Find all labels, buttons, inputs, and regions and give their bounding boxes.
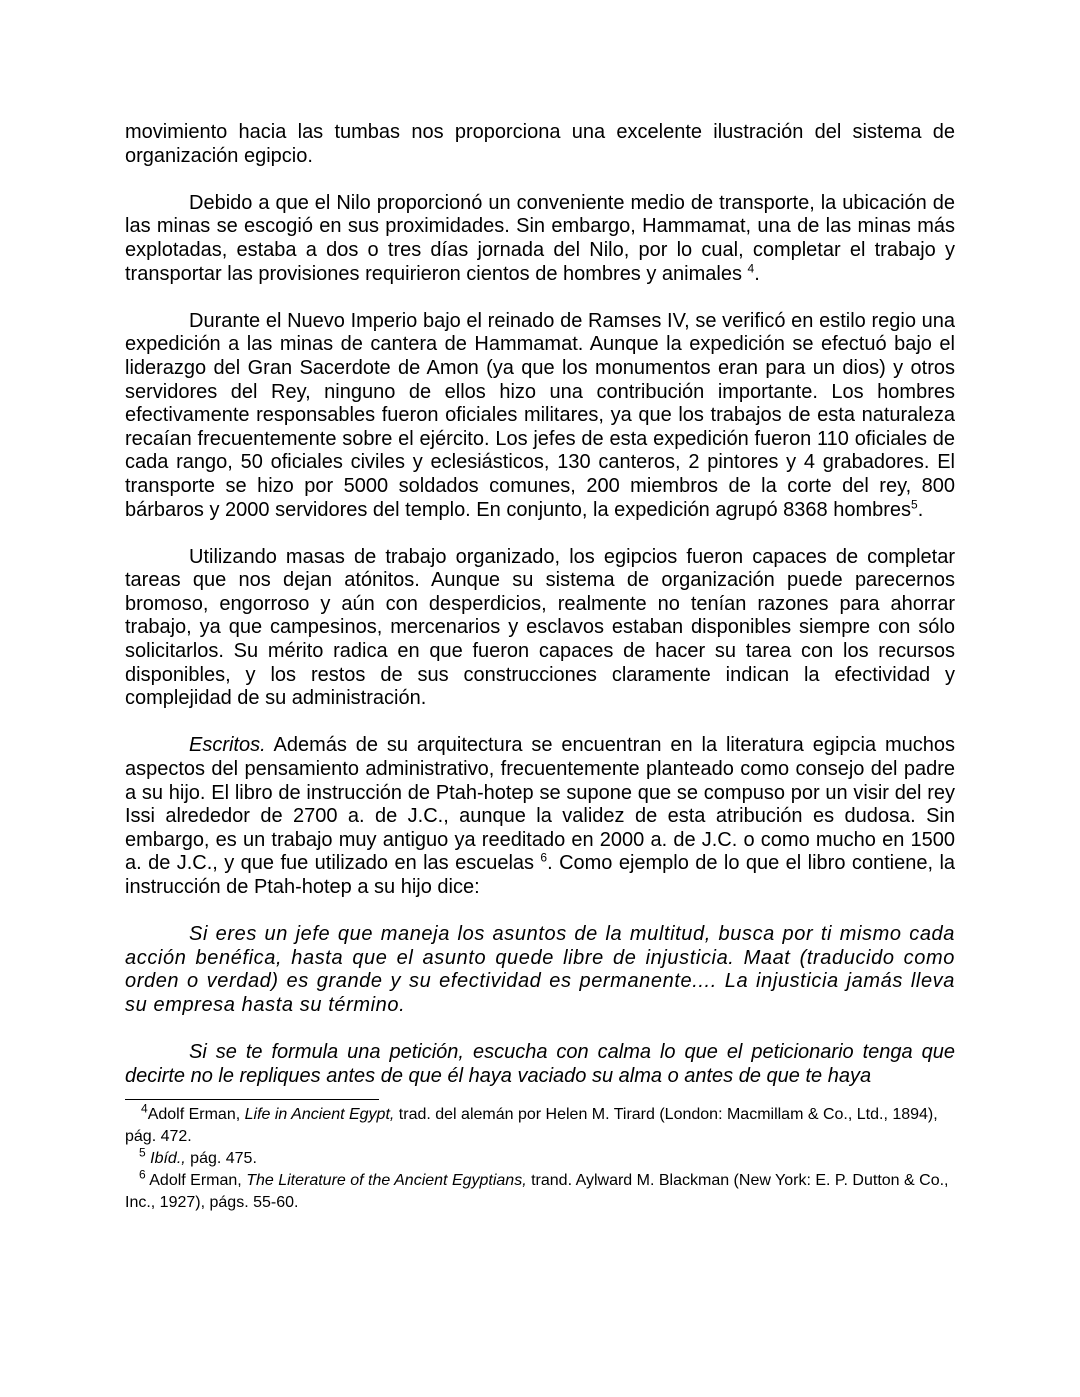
section-lead: Escritos. <box>189 734 266 757</box>
footnotes <box>125 1104 955 1214</box>
paragraph-4: Utilizando masas de trabajo organizado, los egipcios fueron capaces de completar tareas que nos dejan atónitos. Aunque su sistema de organización puede parecernos bromoso, engorroso y aún con desperdicios, realmente no tenían razones para ahorrar trabajo, ya que campesinos, mercenarios y esclavos estaban disponibles siempre con sólo solicitarlos. Su mérito radica en que fueron capaces de hacer su tarea con los recursos disponibles, y los restos de sus construcciones claramente indican la efectividad y complejidad de su administración. <box>125 545 955 710</box>
footnote-5: $^5$ Ibíd., pág. 475. <box>139 1146 257 1168</box>
paragraph-1: movimiento hacia las tumbas nos proporciona una excelente ilustración del sistema de organización egipcio. <box>125 121 955 167</box>
quote-2: Si se te formula una petición, escucha con calma lo que el peticionario tenga que decirte no le repliques antes de que él haya vaciado su alma o antes de que te haya <box>125 1041 955 1087</box>
footnote-ref-5[interactable]: 5 <box>911 496 918 511</box>
footnote-4: $^4$Adolf Erman, Life in Ancient Egypt, trad. del alemán por Helen M. Tirard (London: Macmillam & Co., Ltd., 1894), pág. 472. <box>125 1102 938 1146</box>
paragraph-5: Escritos. Además de su arquitectura se encuentran en la literatura egipcia muchos aspectos del pensamiento administrativo, frecuentemente planteado como consejo del padre a su hijo. El libro de instrucción de Ptah-hotep se supone que se compuso por un visir del rey Issi alrededor de 2700 a. de J.C., aunque la validez de esta atribución es dudosa. Sin embargo, es un trabajo muy antiguo ya reeditado en 2000 a. de J.C. o como mucho en 1500 a. de J.C., y que fue utilizado en las escuelas $^6$. Como ejemplo de lo que el libro contiene, la instrucción de Ptah-hotep a su hijo dice: <box>125 734 956 898</box>
footnote-ref-4[interactable]: 4 <box>747 260 755 275</box>
footnote-6: $^6$ Adolf Erman, The Literature of the Ancient Egyptians, trand. Aylward M. Blackman (New York: E. P. Dutton & Co., Inc., 1927), págs. 55-60. <box>125 1168 949 1212</box>
paragraph-2: Debido a que el Nilo proporcionó un conveniente medio de transporte, la ubicación de las minas se escogió en sus proximidades. Sin embargo, Hammamat, una de las minas más explotadas, estaba a dos o tres días jornada del Nilo, por lo cual, completar el trabajo y transportar las provisiones requirieron cientos de hombres y animales $^4$. <box>125 191 955 285</box>
footnote-separator <box>125 1099 379 1100</box>
paragraph-3: Durante el Nuevo Imperio bajo el reinado de Ramses IV, se verificó en estilo regio una expedición a las minas de cantera de Hammamat. Aunque la expedición se efectuó bajo el liderazgo del Gran Sacerdote de Amon (ya que los monumentos eran para un dios) y otros servidores del Rey, ninguno de ellos hizo una contribución importante. Los hombres efectivamente responsables fueron oficiales militares, ya que los trabajos de esta naturaleza recaían frecuentemente sobre el ejército. Los jefes de esta expedición fueron 110 oficiales de cada rango, 50 oficiales civiles y eclesiásticos, 130 canteros, 2 pintores y 4 grabadores. El transporte se hizo por 5000 soldados comunes, 200 miembros de la corte del rey, 800 bárbaros y 2000 servidores del templo. En conjunto, la expedición agrupó 8368 hombres$^5$. <box>125 309 955 521</box>
footnote-ref-6[interactable]: 6 <box>540 850 548 865</box>
quote-1: Si eres un jefe que maneja los asuntos de la multitud, busca por ti mismo cada acción benéfica, hasta que el asunto quede libre de injusticia. Maat (traducido como orden o verdad) es grande y su efectividad es permanente.... La injusticia jamás lleva su empresa hasta su término. <box>125 923 955 1016</box>
